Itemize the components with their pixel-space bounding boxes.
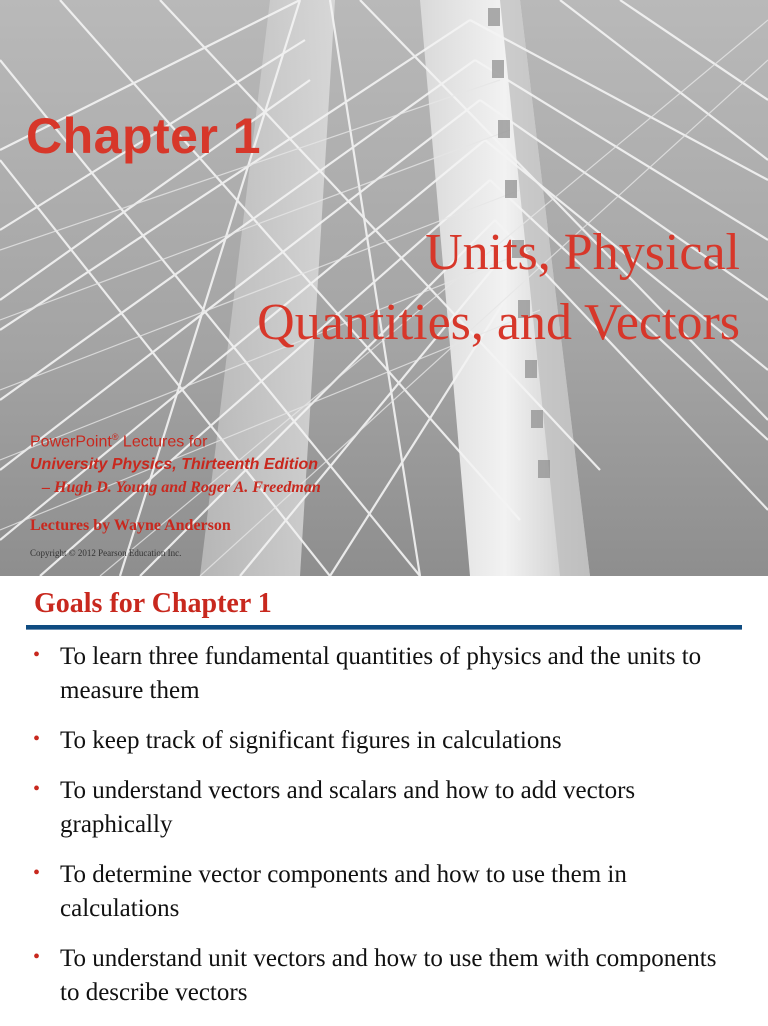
goal-text: To understand unit vectors and how to use them with components to describe vectors — [60, 945, 717, 1006]
bullet-icon: • — [33, 728, 41, 750]
powerpoint-brand: PowerPoint — [30, 433, 112, 451]
goal-item — [30, 774, 730, 842]
bullet-icon: • — [33, 862, 41, 884]
bullet-icon: • — [33, 778, 41, 800]
goal-item — [30, 724, 730, 758]
goals-slide — [0, 576, 768, 1024]
book-authors: – Hugh D. Young and Roger A. Freedman — [42, 479, 321, 497]
goal-text: To keep track of significant figures in calculations — [60, 727, 562, 754]
title-divider — [26, 625, 742, 630]
registered-mark: ® — [111, 432, 119, 442]
goal-text: To understand vectors and scalars and how to add vectors graphically — [60, 777, 636, 838]
lectures-for-text: Lectures for — [118, 433, 208, 451]
lecturer-credit: Lectures by Wayne Anderson — [30, 517, 231, 535]
book-title: University Physics, Thirteenth Edition — [30, 456, 319, 474]
goal-item — [30, 942, 730, 1010]
goal-text: To learn three fundamental quantities of physics and the units to measure them — [60, 643, 702, 704]
bullet-icon: • — [33, 644, 41, 666]
goals-title: Goals for Chapter 1 — [34, 588, 272, 619]
goal-text: To determine vector components and how to use them in calculations — [60, 861, 627, 922]
bullet-icon: • — [33, 946, 41, 968]
chapter-subtitle — [257, 218, 740, 358]
goal-item — [30, 640, 730, 708]
goals-list — [30, 640, 730, 1026]
subtitle-line-1: Units, Physical — [425, 224, 740, 281]
subtitle-line-2: Quantities, and Vectors — [257, 294, 740, 351]
powerpoint-lectures-line — [30, 426, 321, 453]
copyright-notice: Copyright © 2012 Pearson Education Inc. — [30, 548, 182, 559]
chapter-title: Chapter 1 — [26, 108, 262, 164]
goal-item — [30, 858, 730, 926]
credits-block — [30, 426, 321, 559]
